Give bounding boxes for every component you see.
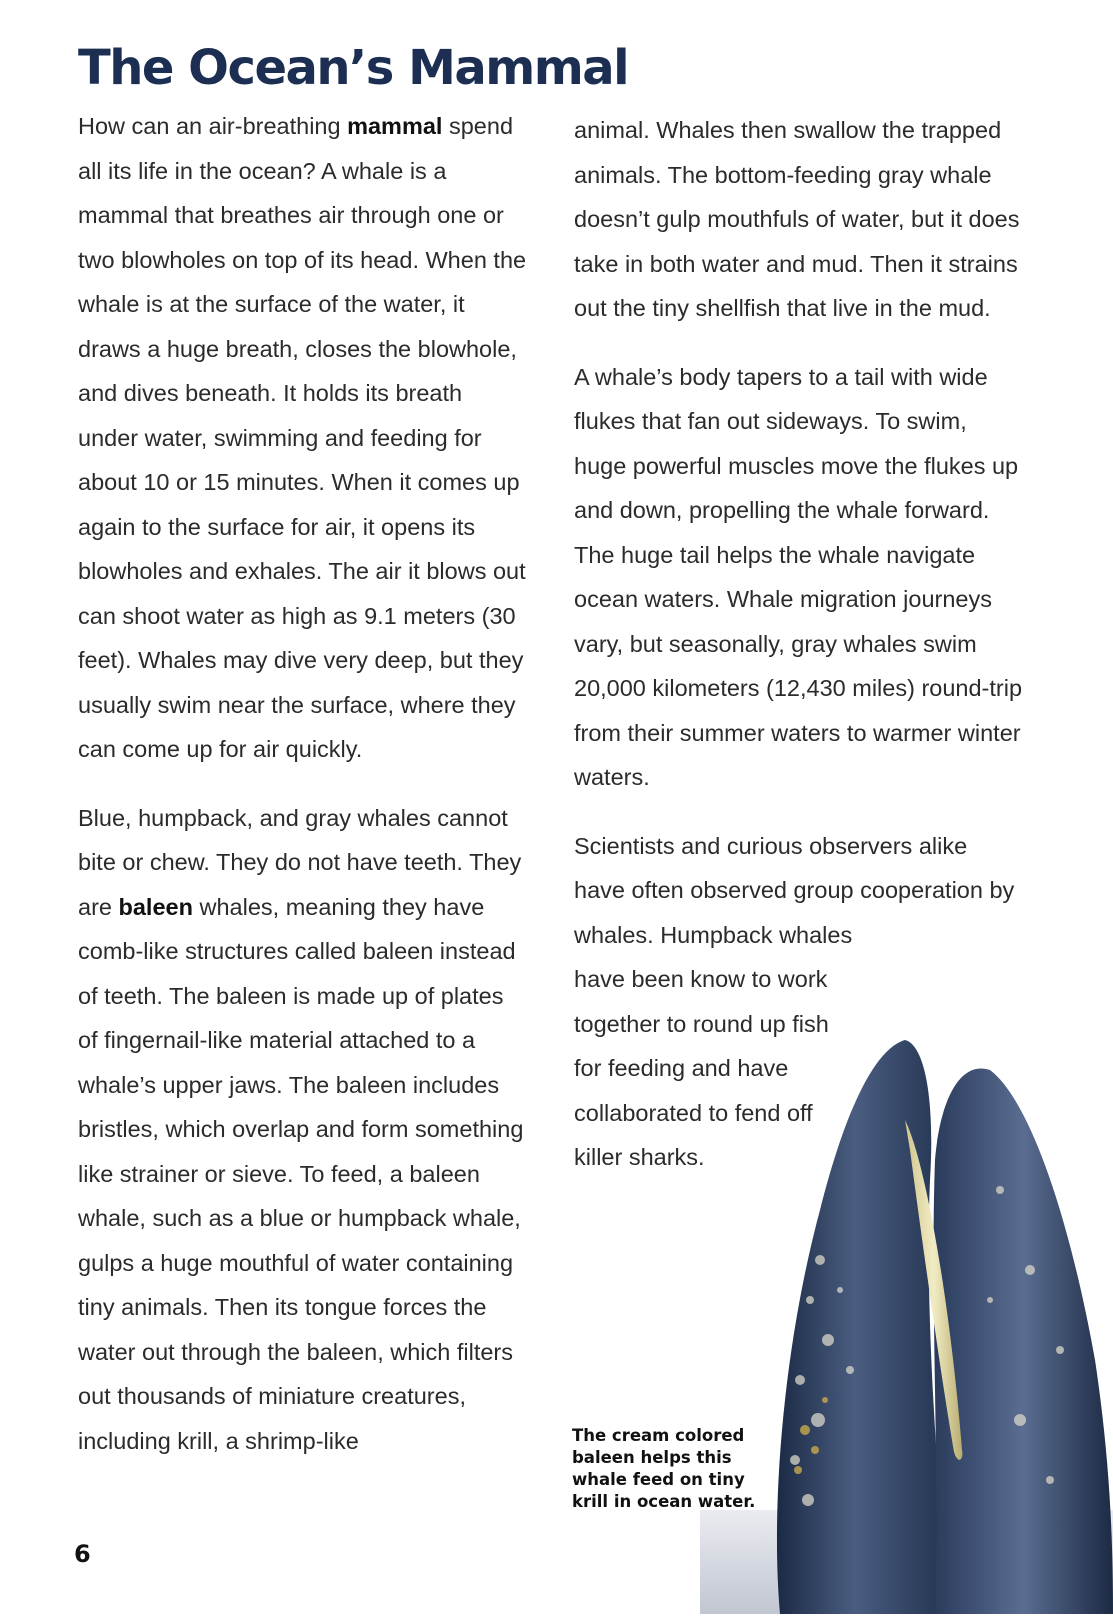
whale-baleen-photo	[700, 1040, 1113, 1614]
left-column	[78, 104, 528, 1463]
right-column	[574, 108, 1024, 1180]
photo-caption: The cream colored baleen helps this whale feed on tiny krill in ocean water.	[572, 1426, 756, 1511]
paragraph-breathing: How can an air-breathing mammal spend all its life in the ocean? A whale is a mammal that breathes air through one or two blowholes on top of its head. When the whale is at the surface of the water, it draws a huge breath, closes the blowhole, and dives beneath. It holds its breath under water, swimming and feeding for about 10 or 15 minutes. When it comes up again to the surface for air, it opens its blowholes and exhales. The air it blows out can shoot water as high as 9.1 meters (30 feet). Whales may dive very deep, but they usually swim near the surface, where they can come up for air quickly.	[78, 113, 527, 762]
page-title: The Ocean’s Mammal	[78, 40, 629, 96]
whale-head-illustration	[700, 1040, 1113, 1614]
term-mammal: mammal	[347, 113, 443, 139]
paragraph-baleen: Blue, humpback, and gray whales cannot bite or chew. They do not have teeth. They are baleen whales, meaning they have comb-like structures called baleen instead of teeth. The baleen is made up of plates of fingernail-like material attached to a whale’s upper jaws. The baleen includes bristles, which overlap and form something like strainer or sieve. To feed, a baleen whale, such as a blue or humpback whale, gulps a huge mouthful of water containing tiny animals. Then its tongue forces the water out through the baleen, which filters out thousands of miniature creatures, including krill, a shrimp-like	[78, 804, 524, 1454]
paragraph-feeding-continued: animal. Whales then swallow the trapped animals. The bottom-feeding gray whale doesn’t gulp mouthfuls of water, but it does take in both water and mud. Then it strains out the tiny shellfish that live in the mud.	[574, 117, 1020, 321]
paragraph-cooperation: Scientists and curious observers alike have often observed group cooperation by whales. Humpback whales	[574, 832, 1015, 948]
page-number: 6	[74, 1540, 91, 1568]
paragraph-tail-migration: A whale’s body tapers to a tail with wide flukes that fan out sideways. To swim, huge powerful muscles move the flukes up and down, propelling the whale forward. The huge tail helps the whale navigate ocean waters. Whale migration journeys vary, but seasonally, gray whales swim 20,000 kilometers (12,430 miles) round-trip from their summer waters to warmer winter waters.	[574, 363, 1023, 790]
paragraph-cooperation-wrap: have been know to work together to round up fish for feeding and have collaborated to fend off killer sharks.	[574, 966, 829, 1170]
term-baleen: baleen	[118, 893, 193, 920]
